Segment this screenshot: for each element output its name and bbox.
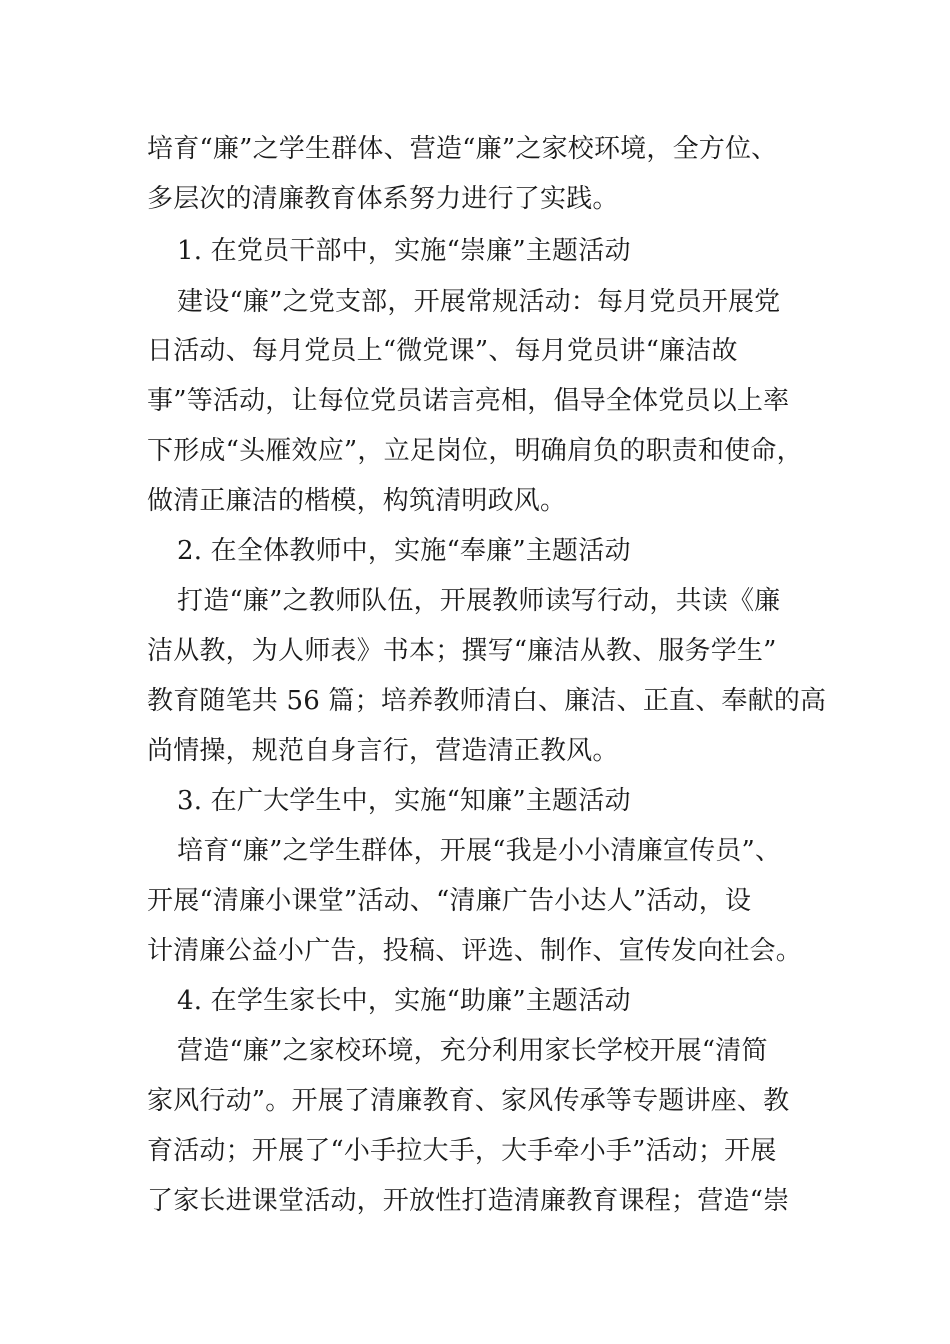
paragraph-line: 育活动；开展了“小手拉大手，大手牵小手”活动；开展 bbox=[147, 1136, 777, 1166]
section-heading-2: 2. 在全体教师中，实施“奉廉”主题活动 bbox=[177, 536, 631, 566]
paragraph-line: 下形成“头雁效应”，立足岗位，明确肩负的职责和使命， bbox=[147, 436, 803, 466]
paragraph-line: 培育“廉”之学生群体，开展“我是小小清廉宣传员”、 bbox=[177, 836, 782, 866]
paragraph-line: 教育随笔共 56 篇；培养教师清白、廉洁、正直、奉献的高 bbox=[147, 686, 827, 716]
section-heading-4: 4. 在学生家长中，实施“助廉”主题活动 bbox=[177, 986, 631, 1016]
paragraph-line: 营造“廉”之家校环境，充分利用家长学校开展“清简 bbox=[177, 1036, 768, 1066]
paragraph-line: 培育“廉”之学生群体、营造“廉”之家校环境，全方位、 bbox=[147, 134, 778, 164]
paragraph-line: 家风行动”。开展了清廉教育、家风传承等专题讲座、教 bbox=[147, 1086, 790, 1116]
paragraph-line: 做清正廉洁的楷模，构筑清明政风。 bbox=[147, 486, 567, 516]
paragraph-line: 多层次的清廉教育体系努力进行了实践。 bbox=[147, 184, 619, 214]
paragraph-line: 建设“廉”之党支部，开展常规活动：每月党员开展党 bbox=[177, 287, 781, 317]
paragraph-line: 事”等活动，让每位党员诺言亮相，倡导全体党员以上率 bbox=[147, 386, 790, 416]
paragraph-line: 开展“清廉小课堂”活动、“清廉广告小达人”活动，设 bbox=[147, 886, 752, 916]
paragraph-line: 打造“廉”之教师队伍，开展教师读写行动，共读《廉 bbox=[177, 586, 781, 616]
section-heading-3: 3. 在广大学生中，实施“知廉”主题活动 bbox=[177, 786, 631, 816]
paragraph-line: 洁从教，为人师表》书本；撰写“廉洁从教、服务学生” bbox=[147, 636, 777, 666]
section-heading-1: 1. 在党员干部中，实施“崇廉”主题活动 bbox=[177, 236, 631, 266]
paragraph-line: 尚情操，规范自身言行，营造清正教风。 bbox=[147, 736, 619, 766]
paragraph-line: 日活动、每月党员上“微党课”、每月党员讲“廉洁故 bbox=[147, 336, 738, 366]
paragraph-line: 了家长进课堂活动，开放性打造清廉教育课程；营造“崇 bbox=[147, 1186, 790, 1216]
paragraph-line: 计清廉公益小广告，投稿、评选、制作、宣传发向社会。 bbox=[147, 936, 803, 966]
